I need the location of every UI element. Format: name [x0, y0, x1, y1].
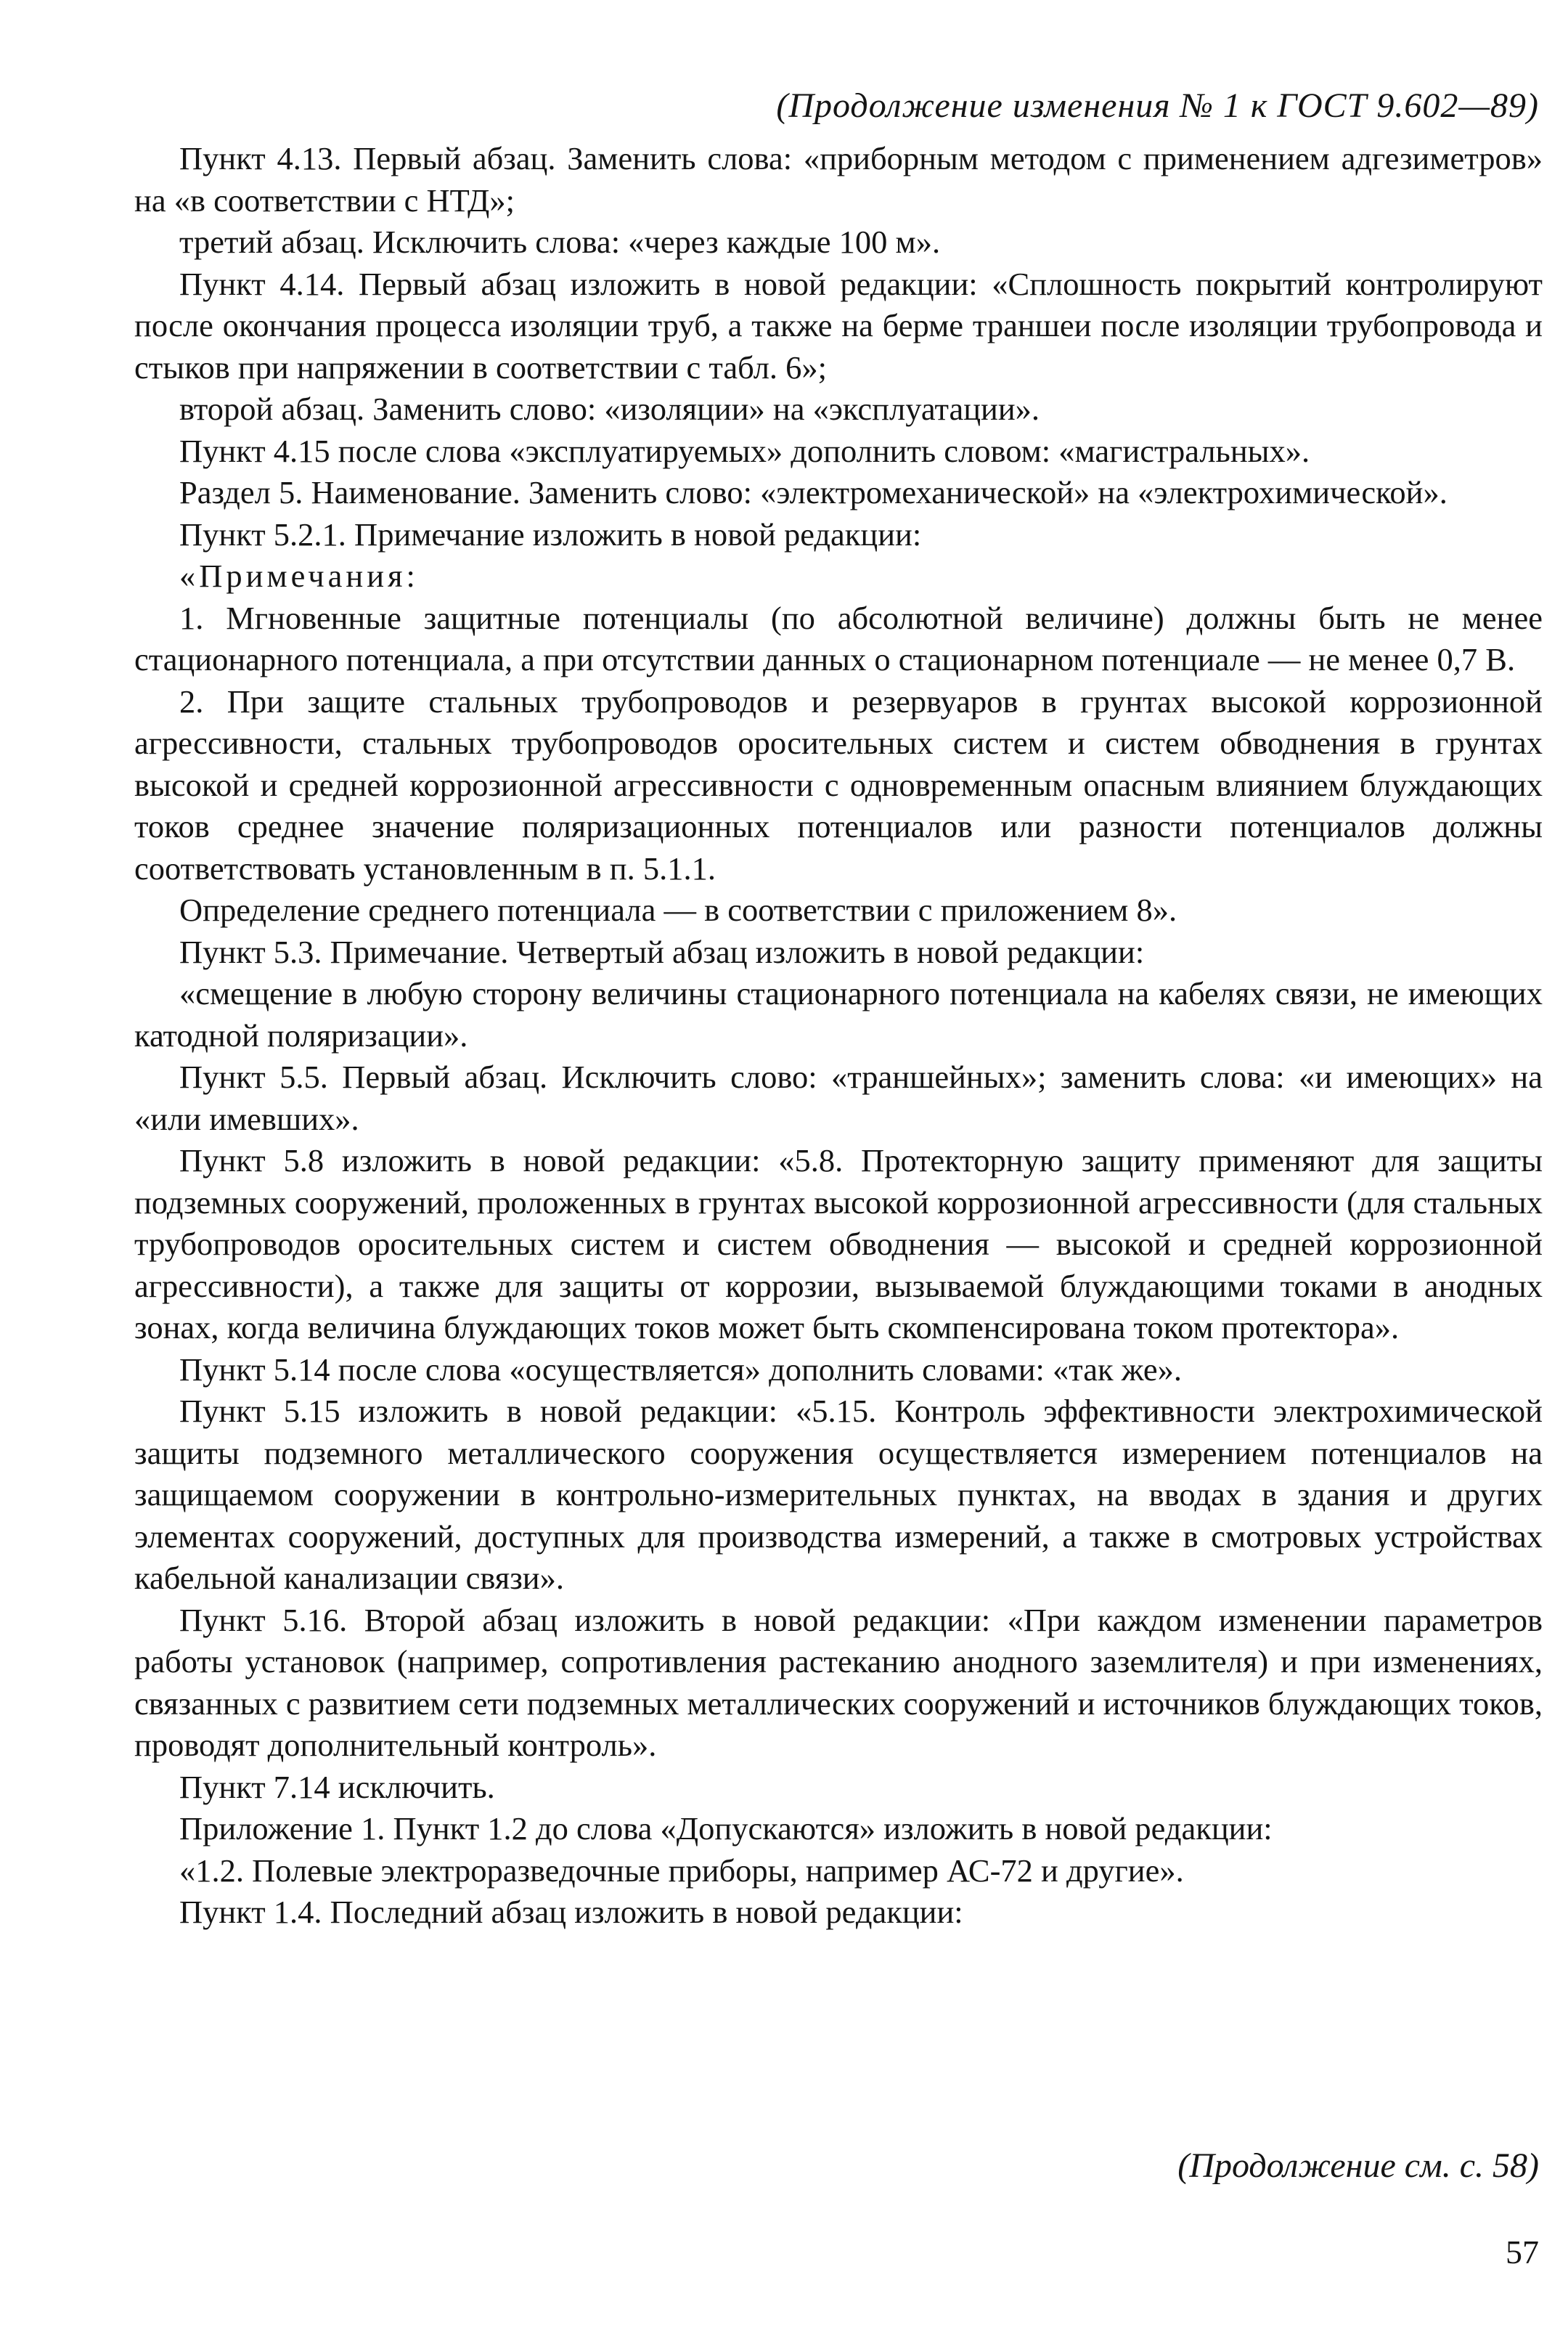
paragraph: Пункт 1.4. Последний абзац изложить в новой редакции: [179, 1894, 963, 1930]
note-item: 1. Мгновенные защитные потенциалы (по абсолютной величине) должны быть не менее стационарного потенциала, а при отсутствии данных о стационарном потенциале — не менее 0,7 В. [134, 599, 1543, 677]
continuation-header: (Продолжение изменения № 1 к ГОСТ 9.602—89) [776, 86, 1539, 125]
paragraph: Пункт 5.3. Примечание. Четвертый абзац изложить в новой редакции: [179, 933, 1145, 970]
continuation-footer: (Продолжение см. с. 58) [1177, 2146, 1539, 2185]
paragraph: Пункт 5.14 после слова «осуществляется» дополнить словами: «так же». [179, 1351, 1183, 1388]
paragraph: Пункт 7.14 исключить. [179, 1768, 495, 1805]
note-item: 2. При защите стальных трубопроводов и резервуаров в грунтах высокой коррозионной агрессивности, стальных трубопроводов оросительных систем и систем обводнения в грунтах высокой и средней коррозионной агрессивности с одновременным опасным влиянием блуждающих токов среднее значение поляризационных потенциалов или разности потенциалов должны соответствовать установленным в п. 5.1.1. [134, 683, 1543, 887]
paragraph: Раздел 5. Наименование. Заменить слово: «электромеханической» на «электрохимической». [179, 474, 1447, 510]
paragraph: Пункт 5.15 изложить в новой редакции: «5.15. Контроль эффективности электрохимической защиты подземного металлического сооружения осуществляется измерением потенциалов на защищаемом сооружении в контрольно-измерительных пунктах, на вводах в здания и других элементах сооружений, доступных для производства измерений, а также в смотровых устройствах кабельной канализации связи». [134, 1393, 1543, 1596]
paragraph: третий абзац. Исключить слова: «через каждые 100 м». [179, 224, 941, 260]
paragraph: Пункт 5.16. Второй абзац изложить в новой редакции: «При каждом изменении параметров работы установок (например, сопротивления растеканию анодного заземлителя) и при изменениях, связанных с развитием сети подземных металлических сооружений и источников блуждающих токов, проводят дополнительный контроль». [134, 1601, 1543, 1763]
notes-heading: «Примечания: [179, 558, 419, 594]
paragraph: второй абзац. Заменить слово: «изоляции» на «эксплуатации». [179, 391, 1040, 427]
paragraph: Пункт 4.14. Первый абзац изложить в новой редакции: «Сплошность покрытий контролируют после окончания процесса изоляции труб, а также на берме траншеи после изоляции трубопровода и стыков при напряжении в соответствии с табл. 6»; [134, 265, 1543, 386]
paragraph: Пункт 4.15 после слова «эксплуатируемых» дополнить словом: «магистральных». [179, 432, 1310, 469]
document-body [134, 138, 1543, 1934]
paragraph: Пункт 5.2.1. Примечание изложить в новой редакции: [179, 516, 922, 553]
paragraph: Пункт 5.5. Первый абзац. Исключить слово: «траншейных»; заменить слова: «и имеющих» на «или имевших». [134, 1059, 1543, 1137]
paragraph: Приложение 1. Пункт 1.2 до слова «Допускаются» изложить в новой редакции: [179, 1810, 1273, 1847]
paragraph: Пункт 4.13. Первый абзац. Заменить слова: «приборным методом с применением адгезиметров» на «в соответствии с НТД»; [134, 140, 1543, 219]
paragraph: «1.2. Полевые электроразведочные приборы, например АС-72 и другие». [179, 1852, 1184, 1889]
paragraph: Пункт 5.8 изложить в новой редакции: «5.8. Протекторную защиту применяют для защиты подземных сооружений, проложенных в грунтах высокой коррозионной агрессивности (для стальных трубопроводов оросительных систем и систем обводнения — высокой и средней коррозионной агрессивности), а также для защиты от коррозии, вызываемой блуждающими токами в анодных зонах, когда величина блуждающих токов может быть скомпенсирована током протектора». [134, 1142, 1543, 1345]
paragraph: «смещение в любую сторону величины стационарного потенциала на кабелях связи, не имеющих катодной поляризации». [134, 975, 1543, 1054]
page-number: 57 [1506, 2234, 1539, 2271]
paragraph: Определение среднего потенциала — в соответствии с приложением 8». [179, 892, 1177, 928]
